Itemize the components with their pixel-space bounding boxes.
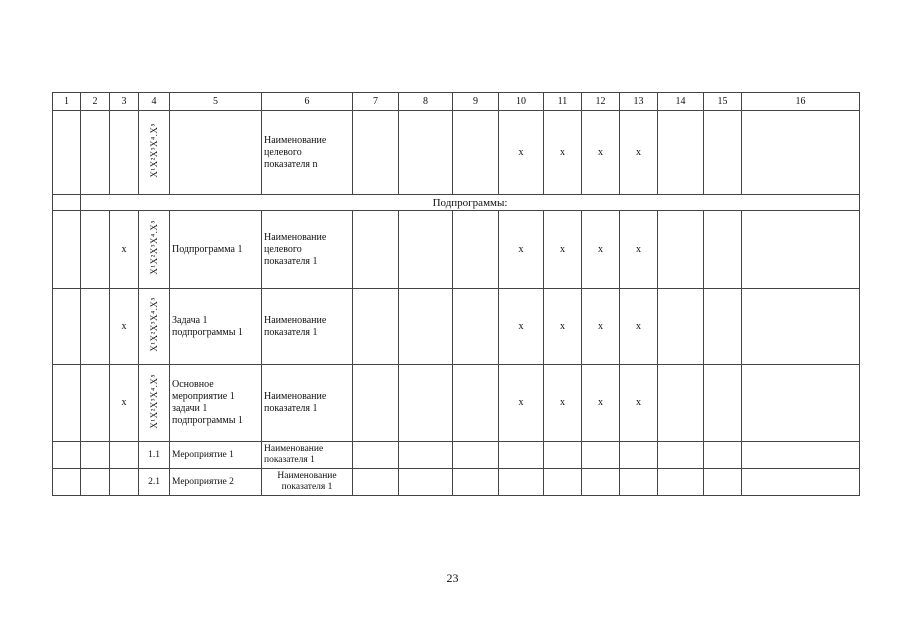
code-vertical: X¹X²X³X⁴.X⁵ xyxy=(149,220,159,275)
cell-x: x xyxy=(499,289,544,365)
column-header: 2 xyxy=(81,93,110,111)
code-vertical: X¹X²X³X⁴.X⁵ xyxy=(149,297,159,352)
code-vertical: X¹X²X³X⁴.X⁵ xyxy=(149,123,159,178)
cell-x: x xyxy=(620,289,658,365)
table-row-indicator-n xyxy=(53,111,860,195)
cell-x: x xyxy=(544,289,582,365)
section-title: Подпрограммы: xyxy=(81,195,860,211)
cell-x: x xyxy=(110,365,139,442)
header-row xyxy=(53,93,860,111)
cell-x: x xyxy=(620,365,658,442)
event-name: Мероприятие 2 xyxy=(170,469,262,496)
cell-x: x xyxy=(544,211,582,289)
column-header: 1 xyxy=(53,93,81,111)
cell-x: x xyxy=(544,365,582,442)
cell-x: x xyxy=(544,111,582,195)
code-vertical: X¹X²X³X⁴.X⁵ xyxy=(149,373,159,429)
column-header: 3 xyxy=(110,93,139,111)
column-header: 8 xyxy=(399,93,453,111)
cell-x: x xyxy=(499,365,544,442)
event-code: 1.1 xyxy=(139,442,170,469)
cell-x: x xyxy=(582,111,620,195)
cell-x: x xyxy=(499,111,544,195)
cell-x: x xyxy=(620,211,658,289)
indicator-name: Наименование целевого показателя n xyxy=(262,111,353,195)
cell-x: x xyxy=(499,211,544,289)
event-name: Мероприятие 1 xyxy=(170,442,262,469)
column-header: 9 xyxy=(453,93,499,111)
cell-x: x xyxy=(582,365,620,442)
column-header: 12 xyxy=(582,93,620,111)
column-header: 16 xyxy=(742,93,860,111)
subprogram-name: Подпрограмма 1 xyxy=(170,211,262,289)
cell-x: x xyxy=(620,111,658,195)
indicators-table xyxy=(52,92,860,496)
column-header: 11 xyxy=(544,93,582,111)
column-header: 4 xyxy=(139,93,170,111)
column-header: 6 xyxy=(262,93,353,111)
column-header: 7 xyxy=(353,93,399,111)
table-row-main-event xyxy=(53,365,860,442)
indicator-name: Наименование показателя 1 xyxy=(262,442,353,469)
table-row-subprogram xyxy=(53,211,860,289)
table-row-event-2 xyxy=(53,469,860,496)
main-event-name: Основное мероприятие 1 задачи 1 подпрограммы 1 xyxy=(170,365,262,442)
cell-x: x xyxy=(582,289,620,365)
indicator-name: Наименование показателя 1 xyxy=(262,289,353,365)
column-header: 15 xyxy=(704,93,742,111)
event-code: 2.1 xyxy=(139,469,170,496)
cell-x: x xyxy=(110,289,139,365)
column-header: 14 xyxy=(658,93,704,111)
page-number: 23 xyxy=(446,571,459,585)
cell-x: x xyxy=(110,211,139,289)
column-header: 10 xyxy=(499,93,544,111)
indicator-name: Наименование целевого показателя 1 xyxy=(262,211,353,289)
task-name: Задача 1 подпрограммы 1 xyxy=(170,289,262,365)
column-header: 13 xyxy=(620,93,658,111)
table-row-task xyxy=(53,289,860,365)
column-header: 5 xyxy=(170,93,262,111)
table-row-event-1 xyxy=(53,442,860,469)
cell-x: x xyxy=(582,211,620,289)
indicator-name: Наименование показателя 1 xyxy=(262,469,353,496)
section-row xyxy=(53,195,860,211)
indicator-name: Наименование показателя 1 xyxy=(262,365,353,442)
